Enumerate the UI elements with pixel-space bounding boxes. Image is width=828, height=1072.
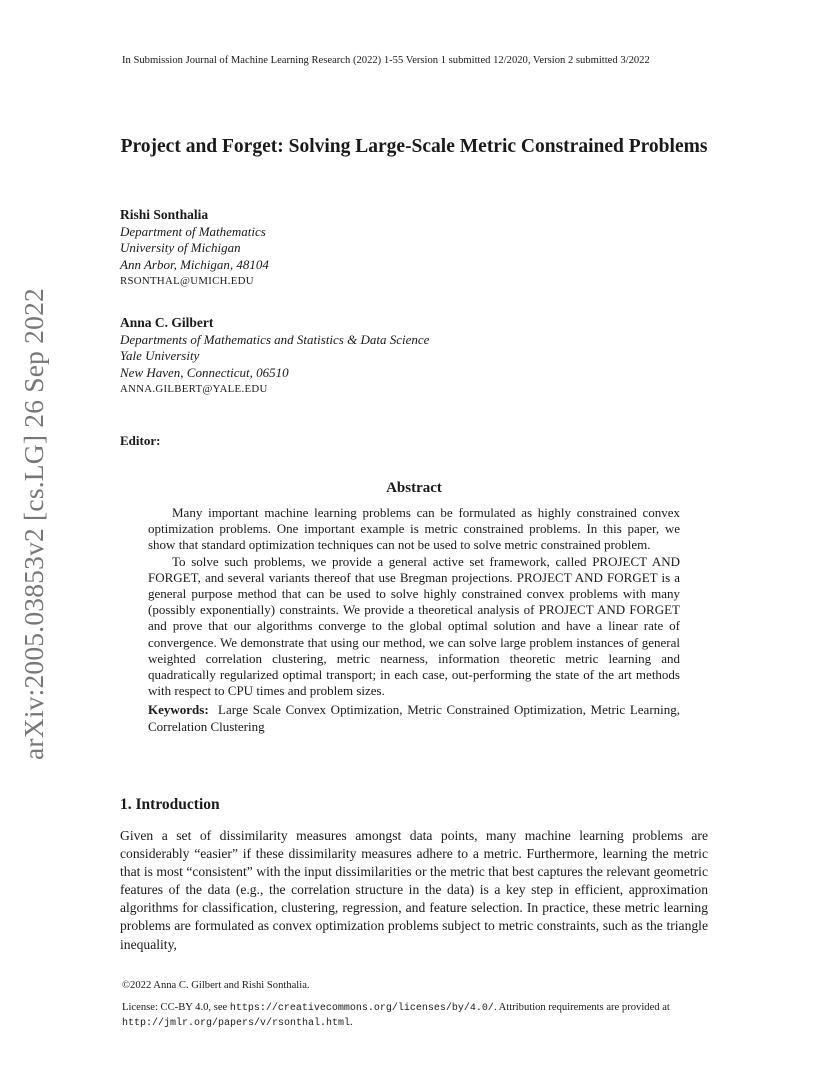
section-heading-introduction: 1. Introduction — [120, 796, 220, 813]
keywords-label: Keywords: — [148, 702, 209, 718]
author-name: Anna C. Gilbert — [120, 315, 214, 330]
license-end: . — [350, 1017, 353, 1028]
arxiv-identifier-stamp: arXiv:2005.03853v2 [cs.LG] 26 Sep 2022 — [18, 288, 49, 760]
author-department: Departments of Mathematics and Statistics & Data Science — [120, 331, 430, 347]
license-note — [122, 1001, 712, 1031]
keywords-line — [148, 702, 680, 734]
author-block-2 — [120, 315, 429, 398]
author-address: Ann Arbor, Michigan, 48104 — [120, 256, 269, 272]
keywords-text: Large Scale Convex Optimization, Metric Constrained Optimization, Metric Learning, Correlation Clustering — [148, 702, 681, 734]
author-institution: Yale University — [120, 348, 200, 363]
abstract-body — [148, 505, 680, 735]
journal-header: In Submission Journal of Machine Learning Research (2022) 1-55 Version 1 submitted 12/2020, Version 2 submitted 3/2022 — [122, 55, 650, 66]
author-block-1 — [120, 207, 269, 290]
copyright-note: ©2022 Anna C. Gilbert and Rishi Sonthalia. — [122, 980, 310, 991]
author-address: New Haven, Connecticut, 06510 — [120, 364, 289, 380]
abstract-paragraph-1: Many important machine learning problems can be formulated as highly constrained convex optimization problems. One important example is metric constrained problems. In this paper, we show that standard optimization techniques can not be used to solve metric constrained problem. — [148, 505, 680, 553]
author-institution: University of Michigan — [120, 240, 241, 255]
introduction-paragraph: Given a set of dissimilarity measures amongst data points, many machine learning problems are considerably “easier” if these dissimilarity measures adhere to a metric. Furthermore, learning the metric that is most “consistent” with the input dissimilarities or the metric that best captures the relevant geometric features of the data (e.g., the correlation structure in the data) is a key step in efficient, approximation algorithms for classification, clustering, regression, and feature selection. In practice, these metric learning problems are formulated as convex optimization problems subject to metric constraints, such as the triangle inequality, — [120, 828, 708, 952]
author-email[interactable]: RSONTHAL@UMICH.EDU — [120, 275, 254, 287]
license-link[interactable]: https://creativecommons.org/licenses/by/4.0/ — [229, 1003, 494, 1014]
author-department: Department of Mathematics — [120, 223, 266, 239]
paper-title: Project and Forget: Solving Large-Scale Metric Constrained Problems — [120, 136, 708, 157]
author-name: Rishi Sonthalia — [120, 207, 209, 222]
license-prefix: License: CC-BY 4.0, see — [122, 1002, 230, 1013]
introduction-text — [120, 827, 708, 954]
abstract-paragraph-2: To solve such problems, we provide a general active set framework, called PROJECT AND FORGET, and several variants thereof that use Bregman projections. PROJECT AND FORGET is a general purpose method that can be used to solve highly constrained convex problems with many (possibly exponentially) constraints. We provide a theoretical analysis of PROJECT AND FORGET and prove that our algorithms converge to the global optimal solution and have a linear rate of convergence. We demonstrate that using our method, we can solve large problem instances of general weighted correlation clustering, metric nearness, information theoretic metric learning and quadratically regularized optimal transport; in each case, out-performing the state of the art methods with respect to CPU times and problem sizes. — [148, 553, 680, 699]
abstract-heading: Abstract — [386, 480, 442, 496]
author-email[interactable]: ANNA.GILBERT@YALE.EDU — [120, 383, 268, 395]
editor-label: Editor: — [120, 433, 161, 448]
paper-link[interactable]: http://jmlr.org/papers/v/rsonthal.html — [122, 1018, 351, 1029]
license-mid: . Attribution requirements are provided at — [493, 1002, 670, 1013]
